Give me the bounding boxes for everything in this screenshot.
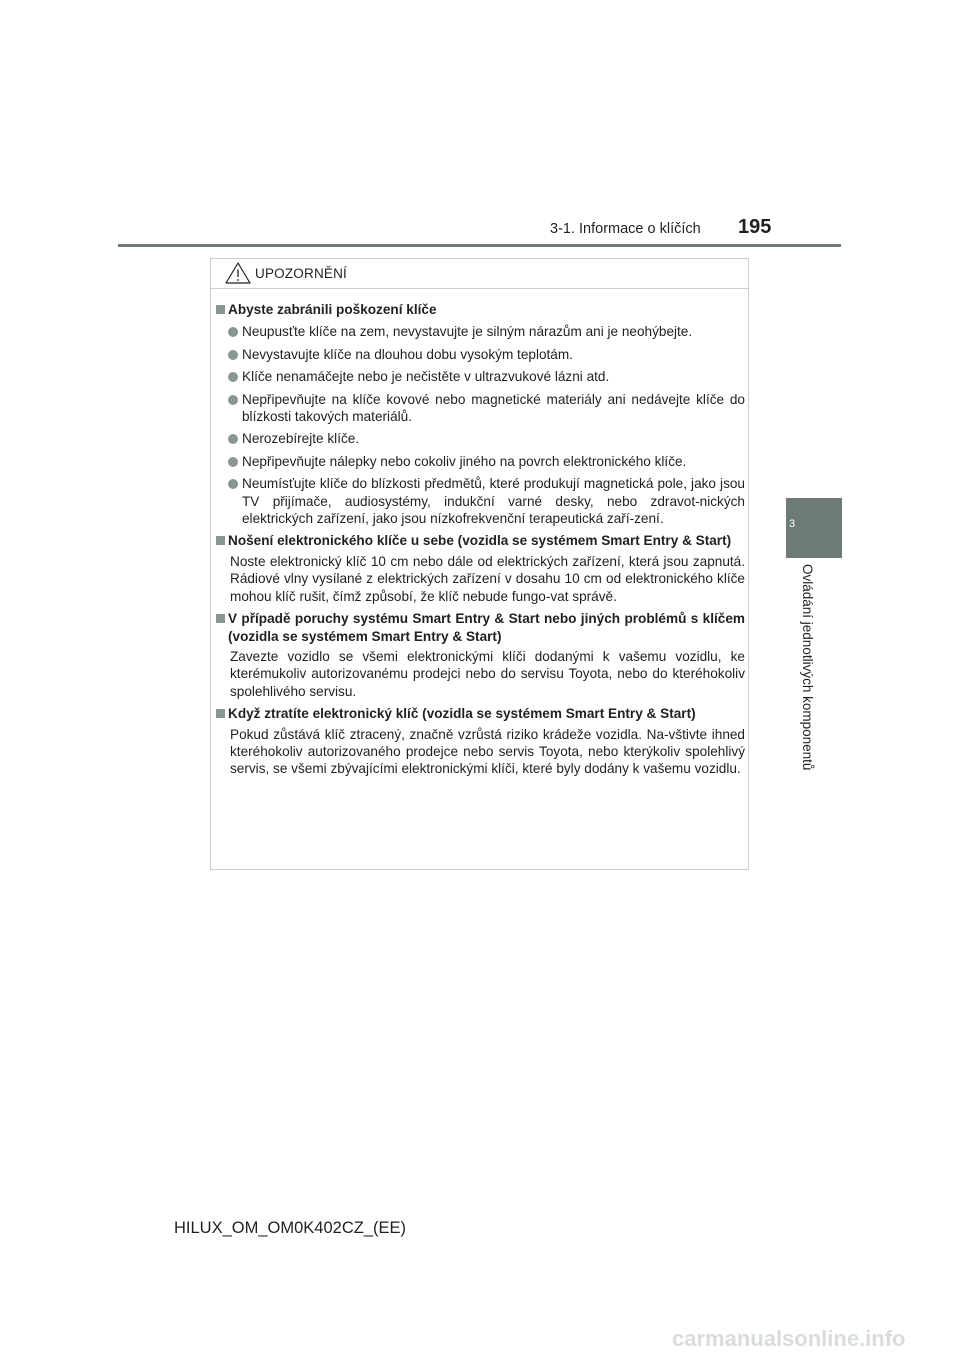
list-item-text: Nepřipevňujte nálepky nebo cokoliv jiného na povrch elektronického klíče. bbox=[242, 453, 687, 469]
section-title: 3-1. Informace o klíčích bbox=[550, 221, 701, 237]
round-bullet-icon bbox=[228, 457, 238, 467]
square-bullet-icon bbox=[216, 614, 225, 623]
section-heading-text: Nošení elektronického klíče u sebe (vozidla se systémem Smart Entry & Start) bbox=[228, 533, 732, 549]
page-number: 195 bbox=[738, 216, 772, 238]
document-code: HILUX_OM_OM0K402CZ_(EE) bbox=[174, 1219, 406, 1237]
warning-content bbox=[216, 301, 745, 778]
section-heading bbox=[216, 705, 745, 722]
chapter-tab bbox=[786, 498, 842, 558]
list-item-text: Nevystavujte klíče na dlouhou dobu vysokým teplotám. bbox=[242, 346, 573, 362]
section-heading bbox=[216, 532, 745, 549]
list-item bbox=[216, 453, 745, 470]
list-item-text: Neumísťujte klíče do blízkosti předmětů, které produkují magnetická pole, jako jsou TV přijímače, audiosystémy, indukční varné desky, nebo zdravot-nických elektrických zařízení, jako jsou nízkofrekvenční terapeutická zaří-zení. bbox=[242, 476, 745, 527]
list-item bbox=[216, 346, 745, 363]
section-heading bbox=[216, 301, 745, 318]
chapter-number: 3 bbox=[788, 518, 796, 530]
section-heading-text: Abyste zabránili poškození klíče bbox=[228, 302, 437, 317]
list-item bbox=[216, 475, 745, 527]
warning-box bbox=[210, 258, 749, 870]
section-paragraph: Pokud zůstává klíč ztracený, značně vzrůstá riziko krádeže vozidla. Na-vštivte ihned kteréhokoliv autorizovaného prodejce nebo servis Toyota, nebo kterýkoliv spolehlivý servis, se všemi zbývajícími elektronickými klíči, které byly dodány k vašemu vozidlu. bbox=[230, 726, 745, 777]
section-paragraph: Noste elektronický klíč 10 cm nebo dále od elektrických zařízení, která jsou zapnutá. Rádiové vlny vysílané z elektrických zařízení v dosahu 10 cm od elektronického klíče mohou klíč rušit, čímž způsobí, že klíč nebude fungo-vat správě. bbox=[230, 553, 745, 604]
round-bullet-icon bbox=[228, 434, 238, 444]
square-bullet-icon bbox=[216, 536, 225, 545]
list-item bbox=[216, 368, 745, 385]
section-heading bbox=[216, 610, 745, 645]
list-item-text: Nepřipevňujte na klíče kovové nebo magnetické materiály ani nedávejte klíče do blízkosti takových materiálů. bbox=[242, 391, 745, 425]
warning-header bbox=[211, 259, 748, 289]
section-heading-text: Když ztratíte elektronický klíč (vozidla se systémem Smart Entry & Start) bbox=[228, 706, 696, 722]
list-item bbox=[216, 323, 745, 340]
round-bullet-icon bbox=[228, 479, 238, 489]
square-bullet-icon bbox=[216, 305, 225, 314]
list-item bbox=[216, 430, 745, 447]
chapter-label: Ovládání jednotlivých komponentů bbox=[800, 564, 815, 771]
square-bullet-icon bbox=[216, 709, 225, 718]
round-bullet-icon bbox=[228, 350, 238, 360]
section-paragraph: Zavezte vozidlo se všemi elektronickými klíči dodanými k vašemu vozidlu, ke kterémukoliv autorizovanému prodejci nebo do servisu Toyota, nebo do kteréhokoliv spolehlivého servisu. bbox=[230, 648, 745, 699]
section-heading-text: V případě poruchy systému Smart Entry & Start nebo jiných problémů s klíčem (vozidla se systémem Smart Entry & Start) bbox=[228, 611, 745, 644]
list-item bbox=[216, 391, 745, 426]
list-item-text: Klíče nenamáčejte nebo je nečistěte v ultrazvukové lázni atd. bbox=[242, 369, 610, 385]
warning-triangle-icon bbox=[225, 262, 251, 284]
list-item-text: Nerozebírejte klíče. bbox=[242, 431, 360, 447]
header-rule bbox=[118, 244, 841, 247]
watermark: carmanualsonline.info bbox=[672, 1326, 906, 1351]
list-item-text: Neupusťte klíče na zem, nevystavujte je silným nárazům ani je neohýbejte. bbox=[242, 324, 693, 340]
round-bullet-icon bbox=[228, 372, 238, 382]
round-bullet-icon bbox=[228, 395, 238, 405]
round-bullet-icon bbox=[228, 327, 238, 337]
warning-title: UPOZORNĚNÍ bbox=[255, 266, 348, 281]
